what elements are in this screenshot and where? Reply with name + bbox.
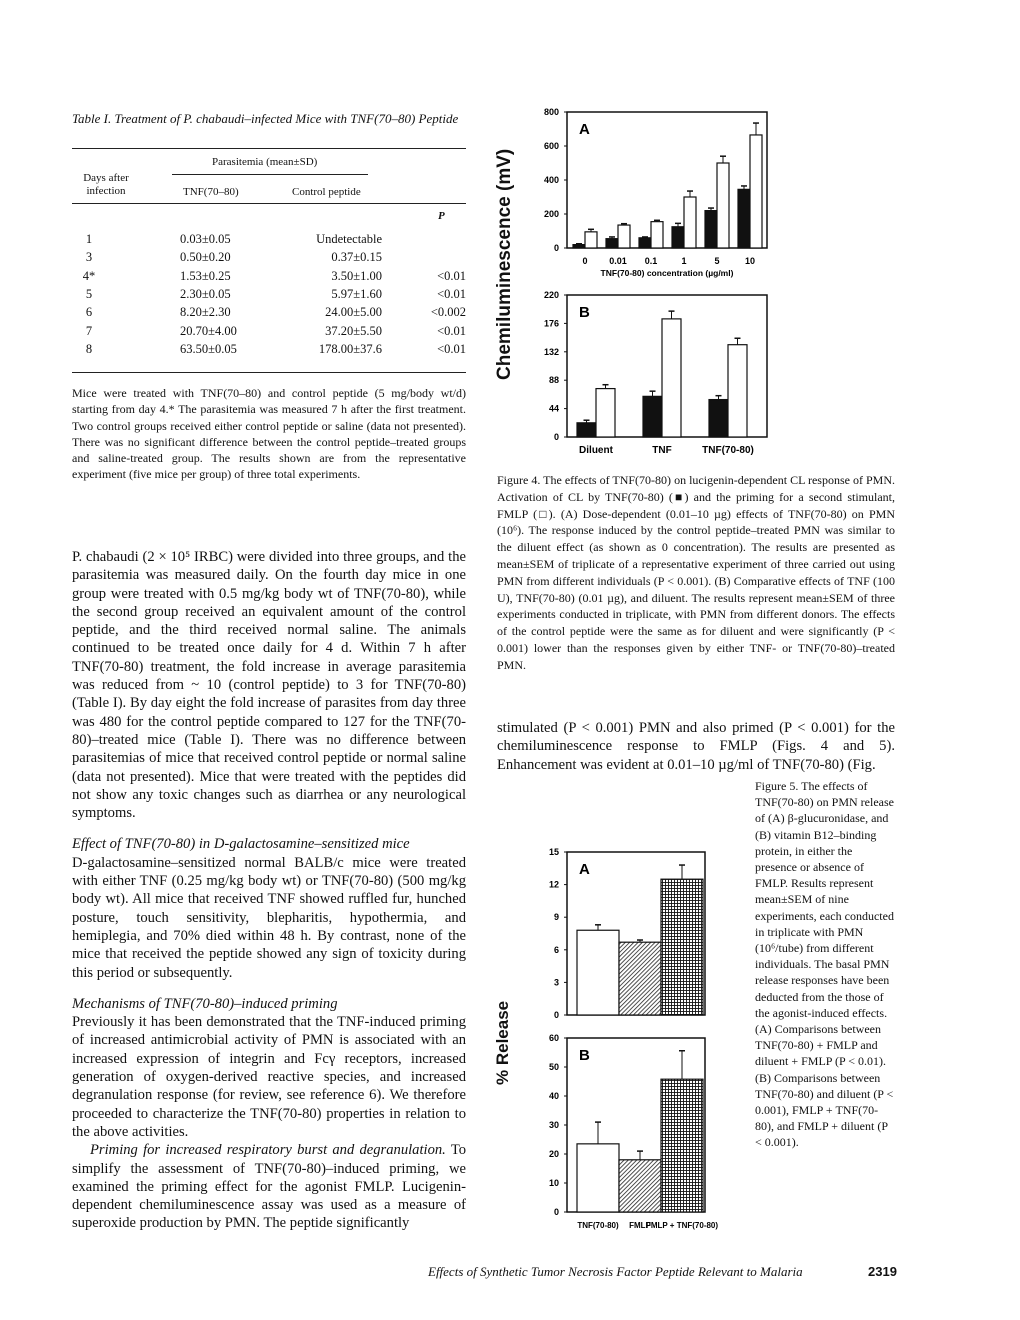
- bar: [639, 238, 651, 248]
- right-paragraph: stimulated (P < 0.001) PMN and also primed (P < 0.001) for the chemiluminescence response to FMLP (Figs. 4 and 5). Enhancement was evident at 0.01–10 µg/ml of TNF(70-80) (Fig.: [497, 720, 895, 773]
- x-tick-label: Diluent: [579, 445, 613, 456]
- bar: [672, 227, 684, 248]
- paragraph: D-galactosamine–sensitized normal BALB/c mice were treated with either TNF (0.25 mg/kg body wt) or TNF(70-80) (500 mg/kg body wt). All mice that received TNF showed ruffled fur, hunched posture, touch sensitivity, blepharitis, hypothermia, and hemiplegia, and 70% died within 48 h. By contrast, none of the mice that received the peptide showed any sign of toxicity during this period or subsequently.: [72, 854, 466, 981]
- x-tick-label: 0.01: [609, 256, 627, 266]
- table-cell-control: 37.20±5.50: [325, 323, 382, 338]
- paragraph: P. chabaudi (2 × 10⁵ IRBC) were divided into three groups, and the parasitemia was measured daily. On the fourth day mice in one group were treated with 0.5 mg/kg body wt of TNF(70-80), while the second group received an equivalent amount of the control peptide, and the third received normal saline. The animals continued to be treated once daily for 4 d. Within 7 h after TNF(70-80) treatment, the fold increase in average parasitemia was reduced from ~ 10 (control peptide) to 3 for TNF(70-80) (Table I). By day eight the fold increase of parasites from day three was 480 for the control peptide compared to 127 for the TNF(70-80)–treated mice (Table I). There was no difference between parasitemias of mice that received control peptide or normal saline (data not presented). Mice that were treated with the peptides did not show any toxic changes such as diarrhea or any neurological symptoms.: [72, 549, 466, 822]
- section-heading: Effect of TNF(70-80) in D-galactosamine–sensitized mice: [72, 836, 410, 853]
- table-cell-day: 5: [85, 286, 93, 301]
- bar: [577, 1144, 619, 1212]
- paragraph: [72, 1141, 466, 1232]
- table-cell-control: 0.37±0.15: [331, 250, 382, 265]
- bar: [619, 942, 661, 1015]
- figure-4-caption: Figure 4. The effects of TNF(70-80) on lucigenin-dependent CL response of PMN. Activation of CL by TNF(70-80) (■) and the priming for a second stimulant, FMLP (□). (A) Dose-dependent (0.01–10 µg) effects of TNF(70-80) on PMN (10⁶). The response induced by the control peptide–treated PMN was similar to the diluent effect (as shown as 0 concentration). The results are presented as mean±SEM of triplicate of a representative experiment of three carried out using PMN from different individuals (P < 0.001). (B) Comparative effects of TNF (100 U), TNF(70-80) (0.01 µg), and diluent. The results represent mean±SEM of three experiments conducted in triplicate, with PMN from different donors. The effects of the control peptide were the same as for diluent and were significantly (P < 0.001) lower than the responses given by either TNF- or TNF(70-80)–treated PMN.: [497, 473, 895, 672]
- table-cell-p: <0.002: [430, 305, 466, 320]
- figure-4-chart: [525, 100, 825, 470]
- y-tick-label: 400: [543, 175, 559, 185]
- y-tick-label: 30: [548, 1120, 559, 1130]
- table-group-header: Parasitemia (mean±SD): [212, 156, 318, 168]
- table-rule-top: [72, 148, 466, 149]
- x-tick-label: TNF: [652, 445, 672, 456]
- y-tick-label: 44: [548, 403, 559, 414]
- y-tick-label: 88: [548, 375, 559, 386]
- x-tick-label: 0: [582, 256, 588, 266]
- table-cell-tnf: 0.03±0.05: [180, 232, 231, 246]
- y-tick-label: 6: [553, 944, 559, 955]
- x-tick-label: TNF(70-80): [702, 445, 754, 456]
- table-title: Table I. Treatment of P. chabaudi–infected Mice with TNF(70–80) Peptide: [72, 111, 459, 126]
- panel-label: B: [579, 304, 590, 321]
- table-cell-control: 24.00±5.00: [325, 305, 382, 320]
- y-tick-label: 600: [543, 141, 559, 151]
- y-tick-label: 0: [553, 432, 559, 442]
- paragraph: [72, 1013, 466, 1141]
- y-tick-label: 60: [548, 1033, 559, 1043]
- table-cell-day: 4*: [82, 268, 96, 283]
- y-tick-label: 40: [548, 1091, 559, 1101]
- bar: [573, 245, 585, 248]
- bar: [606, 239, 618, 248]
- y-tick-label: 10: [548, 1178, 559, 1188]
- bar: [717, 163, 729, 248]
- bar: [661, 879, 703, 1015]
- y-tick-label: 0: [553, 1207, 559, 1217]
- bar: [643, 396, 662, 437]
- bar: [577, 423, 596, 437]
- col-p: P: [438, 210, 445, 222]
- x-tick-label: FMLP: [629, 1221, 651, 1230]
- table-cell-tnf: 63.50±0.05: [180, 341, 237, 356]
- bar: [651, 222, 663, 248]
- table-cell-tnf: 2.30±0.05: [180, 286, 231, 301]
- table-cell-tnf: 0.50±0.20: [180, 250, 231, 265]
- bar: [618, 225, 630, 248]
- y-tick-label: 220: [543, 290, 559, 300]
- table-cell-p: <0.01: [437, 286, 466, 301]
- y-tick-label: 50: [548, 1062, 559, 1072]
- x-tick-label: FMLP + TNF(70-80): [645, 1221, 719, 1230]
- fig4-ylabel: Chemiluminescence (mV): [494, 148, 515, 380]
- running-title: Effects of Synthetic Tumor Necrosis Factor Peptide Relevant to Malaria: [428, 1264, 803, 1279]
- y-tick-label: 132: [543, 346, 559, 357]
- table-cell-control: 5.97±1.60: [331, 286, 382, 301]
- panel-label: A: [579, 121, 590, 138]
- bar: [661, 1079, 703, 1212]
- x-tick-label: 10: [744, 256, 756, 266]
- bar: [577, 930, 619, 1015]
- bar: [738, 189, 750, 248]
- panel-label: A: [579, 861, 590, 878]
- table-cell-control: 178.00±37.6: [318, 341, 382, 356]
- figure-5-caption: Figure 5. The effects of TNF(70-80) on PMN release of (A) β-glucuronidase, and (B) vitamin B12–binding protein, in either the presence or absence of FMLP. Results represent mean±SEM of nine experiments, each conducted in triplicate with PMN (10⁶/tube) from different individuals. The basal PMN release responses have been deducted from the those of the agonist-induced effects. (A) Comparisons between TNF(70-80) + FMLP and diluent + FMLP (P < 0.01). (B) Comparisons between TNF(70-80) and diluent (P < 0.001), FMLP + TNF(70-80), and FMLP + diluent (P < 0.001).: [755, 779, 894, 1150]
- x-tick-label: 0.1: [644, 256, 658, 266]
- table-cell-day: 6: [85, 305, 93, 320]
- x-tick-label: 5: [714, 256, 720, 266]
- table-cell-day: 7: [85, 323, 93, 338]
- fig5-ylabel: % Release: [493, 1000, 512, 1085]
- bar: [619, 1160, 661, 1212]
- y-tick-label: 3: [553, 977, 559, 988]
- table-rule-bottom: [72, 372, 466, 373]
- page-number: 2319: [868, 1264, 897, 1279]
- table-cell-day: 8: [85, 341, 93, 356]
- table-cell-p: <0.01: [437, 341, 466, 356]
- table-footnote: Mice were treated with TNF(70–80) and control peptide (5 mg/body wt/d) starting from day 4.* The parasitemia was measured 7 h after the first treatment. Two control groups received either control peptide or saline (data not presented). There was no significant difference between the control peptide–treated groups and saline-treated group. The results shown are from the representative experiment (five mice per group) of three total experiments.: [72, 386, 466, 482]
- x-tick-label: TNF(70-80): [577, 1221, 619, 1230]
- bar: [728, 345, 747, 437]
- col-tnf: TNF(70–80): [183, 186, 239, 198]
- bar: [709, 400, 728, 437]
- left-column: [72, 548, 466, 1233]
- table-cell-p: <0.01: [437, 323, 466, 338]
- x-axis-label: TNF(70-80) concentration (µg/ml): [600, 268, 734, 278]
- col-days: Days after infection: [83, 172, 129, 197]
- bar: [585, 232, 597, 248]
- table-cell-day: 3: [85, 250, 93, 265]
- section-heading: Mechanisms of TNF(70-80)–induced priming: [72, 995, 338, 1012]
- bar: [684, 197, 696, 248]
- y-tick-label: 800: [543, 107, 559, 117]
- bar: [705, 211, 717, 248]
- y-tick-label: 200: [543, 209, 559, 219]
- table-cell-tnf: 1.53±0.25: [180, 268, 231, 283]
- table-cell-control: 3.50±1.00: [331, 268, 382, 283]
- figure-5-chart: [515, 840, 755, 1240]
- x-tick-label: 1: [681, 256, 687, 266]
- group-rule: [172, 174, 368, 175]
- panel-label: B: [579, 1047, 590, 1064]
- bar: [750, 135, 762, 248]
- table-cell-control: Undetectable: [316, 232, 382, 246]
- table-cell-p: <0.01: [437, 268, 466, 283]
- paragraph-text: Previously it has been demonstrated that the TNF-induced priming of increased antimicrobial activity of PMN is associated with an increased expression of integrin and Fcγ receptors, increased generation of oxygen-derived reactive species, and increased degranulation response (for review, see reference 6). We therefore proceeded to characterize the TNF(70-80) properties in relation to the above activities.: [72, 1014, 466, 1140]
- table-cell-tnf: 8.20±2.30: [180, 305, 231, 320]
- y-tick-label: 15: [548, 847, 559, 857]
- run-in-heading: Priming for increased respiratory burst and degranulation.: [90, 1142, 446, 1159]
- table-cell-day: 1: [85, 232, 93, 246]
- table-rule-mid: [72, 203, 466, 204]
- y-tick-label: 9: [553, 912, 559, 923]
- table-cell-tnf: 20.70±4.00: [180, 323, 237, 338]
- plot-frame: [567, 112, 767, 248]
- bar: [662, 319, 681, 437]
- y-tick-label: 20: [548, 1149, 559, 1159]
- y-tick-label: 0: [553, 1010, 559, 1020]
- bar: [596, 389, 615, 437]
- paragraph-text: To simplify the assessment of TNF(70-80)–induced priming, we examined the priming effect for the agonist FMLP. Lucigenin-dependent chemiluminescence assay was used as a measure of superoxide production by PMN. The peptide significantly: [72, 1142, 467, 1232]
- col-control: Control peptide: [292, 186, 361, 198]
- y-tick-label: 176: [543, 318, 559, 329]
- y-tick-label: 0: [553, 243, 559, 253]
- y-tick-label: 12: [548, 879, 559, 890]
